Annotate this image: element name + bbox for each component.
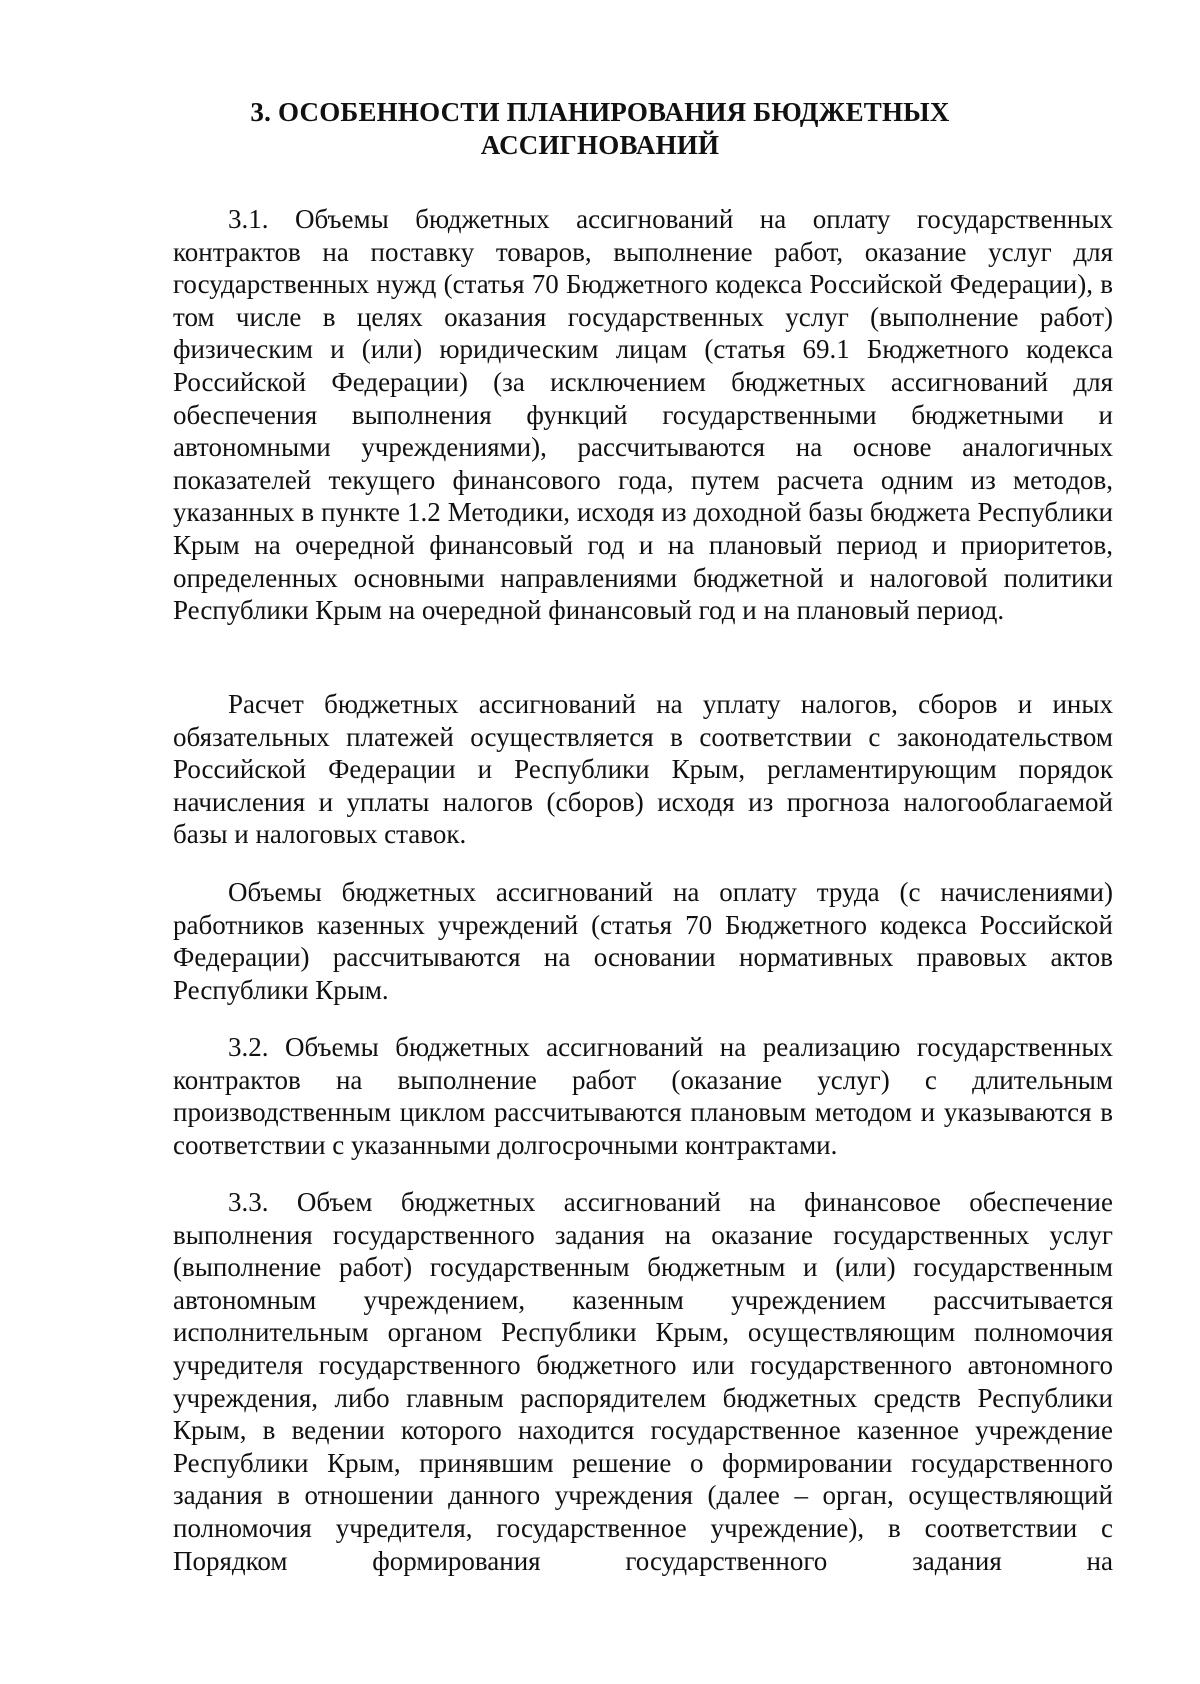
section-title-line-1: 3. ОСОБЕННОСТИ ПЛАНИРОВАНИЯ БЮДЖЕТНЫХ: [250, 97, 950, 127]
section-title: [160, 96, 1040, 162]
paragraph-salaries: Объемы бюджетных ассигнований на оплату труда (с начислениями) работников казенных учреждений (статья 70 Бюджетного кодекса Российской Федерации) рассчитываются на основании нормативных правовых актов Республики Крым.: [173, 877, 1113, 1005]
paragraph-3-1: 3.1. Объемы бюджетных ассигнований на оплату государственных контрактов на поставку товаров, выполнение работ, оказание услуг для государственных нужд (статья 70 Бюджетного кодекса Российской Федерации), в том числе в целях оказания государственных услуг (выполнение работ) физическим и (или) юридическим лицам (статья 69.1 Бюджетного кодекса Российской Федерации) (за исключением бюджетных ассигнований для обеспечения выполнения функций государственными бюджетными и автономными учреждениями), рассчитываются на основе аналогичных показателей текущего финансового года, путем расчета одним из методов, указанных в пункте 1.2 Методики, исходя из доходной базы бюджета Республики Крым на очередной финансовый год и на плановый период и приоритетов, определенных основными направлениями бюджетной и налоговой политики Республики Крым на очередной финансовый год и на плановый период.: [173, 204, 1113, 626]
paragraph-taxes: Расчет бюджетных ассигнований на уплату налогов, сборов и иных обязательных платежей осуществляется в соответствии с законодательством Российской Федерации и Республики Крым, регламентирующим порядок начисления и уплаты налогов (сборов) исходя из прогноза налогооблагаемой базы и налоговых ставок.: [173, 689, 1113, 850]
paragraph-3-3: 3.3. Объем бюджетных ассигнований на финансовое обеспечение выполнения государственного задания на оказание государственных услуг (выполнение работ) государственным бюджетным и (или) государственным автономным учреждением, казенным учреждением рассчитывается исполнительным органом Республики Крым, осуществляющим полномочия учредителя государственного бюджетного или государственного автономного учреждения, либо главным распорядителем бюджетных средств Республики Крым, в ведении которого находится государственное казенное учреждение Республики Крым, принявшим решение о формировании государственного задания в отношении данного учреждения (далее – орган, осуществляющий полномочия учредителя, государственное учреждение), в соответствии с Порядком формирования государственного задания на: [173, 1187, 1113, 1576]
paragraph-3-2: 3.2. Объемы бюджетных ассигнований на реализацию государственных контрактов на выполнение работ (оказание услуг) с длительным производственным циклом рассчитываются плановым методом и указываются в соответствии с указанными долгосрочными контрактами.: [173, 1032, 1113, 1160]
section-title-line-2: АССИГНОВАНИЙ: [480, 130, 720, 160]
